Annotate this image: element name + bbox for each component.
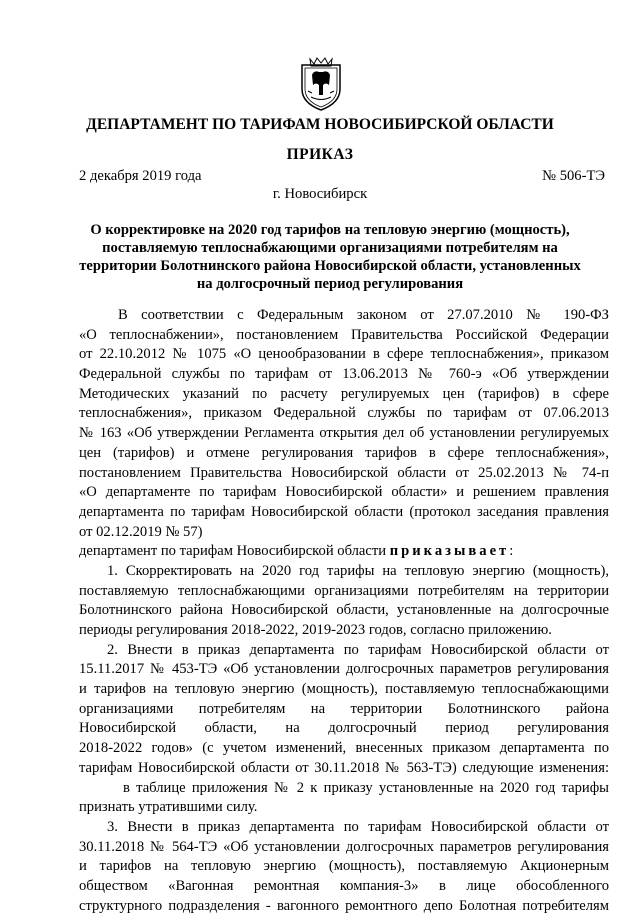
preamble-line: В соответствии с Федеральным законом от 27.07.2010 № 190-ФЗ [118,307,609,323]
item-2-line: 15.11.2017 № 453-ТЭ «Об установлении долгосрочных параметров регулирования [79,661,609,678]
preamble-line: «О теплоснабжении», постановлением Правительства Российской Федерации [79,326,609,343]
heading-line: О корректировке на 2020 год тарифов на тепловую энергию (мощность), [90,222,570,238]
preamble-line: департамента по тарифам Новосибирской области (протокол заседания правления [79,503,609,520]
item-2-line: и тарифов на тепловую энергию (мощность), поставляемую теплоснабжающими [79,681,609,698]
heading-line: на долгосрочный период регулирования [196,276,464,292]
order-date: 2 декабря 2019 года [79,168,202,184]
item-2-line: тарифам Новосибирской области от 30.11.2018 № 563-ТЭ) следующие изменения: [79,759,609,776]
item-2-line: 2018-2022 годов» (с учетом изменений, внесенных приказом департамента по [79,740,609,757]
preamble-line: от 22.10.2012 № 1075 «О ценообразовании в сфере теплоснабжения», приказом [79,346,609,363]
item-1-line: Болотнинского района Новосибирской области, установленные на долгосрочные [79,602,609,619]
decree-prefix: департамент по тарифам Новосибирской области [79,543,390,560]
item-1-line: 1. Скорректировать на 2020 год тарифы на тепловую энергию (мощность), [107,562,609,579]
order-body [79,306,609,916]
decree-emphasis: приказывает [389,543,510,560]
item-2-line: 2. Внести в приказ департамента по тарифам Новосибирской области от [107,641,609,658]
heading-line: поставляемую теплоснабжающими организациями потребителям на [102,240,558,256]
item-2-line: Новосибирской области, на долгосрочный период регулирования [79,720,609,737]
decree-suffix: : [509,543,514,560]
item-3-line: обществом «Вагонная ремонтная компания-3» в лице обособленного [79,877,609,894]
order-city: г. Новосибирск [272,186,368,202]
item-2-sub-line: признать утратившими силу. [79,799,258,816]
item-2-line: организациями потребителям на территории Болотнинского района [79,700,609,717]
item-1-line: периоды регулирования 2018-2022, 2019-2023 годов, согласно приложению. [79,622,552,638]
coat-of-arms-icon [298,55,344,113]
order-number: № 506-ТЭ [542,168,605,184]
item-3-line: структурного подразделения - вагонного ремонтного депо Болотная потребителям [79,897,609,914]
item-2-sub-line: в таблице приложения № 2 к приказу установленные на 2020 год тарифы [123,779,609,796]
preamble-line: теплоснабжения», приказом Федеральной службы по тарифам от 07.06.2013 [79,405,609,422]
item-3-line: 3. Внести в приказ департамента по тарифам Новосибирской области от [107,818,609,835]
preamble-line: Методических указаний по расчету регулируемых цен (тарифов) в сфере [79,385,609,402]
department-name: ДЕПАРТАМЕНТ ПО ТАРИФАМ НОВОСИБИРСКОЙ ОБЛАСТИ [86,116,554,133]
item-1-line: поставляемую теплоснабжающими организациями потребителям на территории [79,582,609,599]
preamble-line: Федеральной службы по тарифам от 13.06.2013 № 760-э «Об утверждении [79,366,609,383]
preamble-line: постановлением Правительства Новосибирской области от 25.02.2013 № 74-п [79,464,609,481]
order-title: ПРИКАЗ [286,146,354,163]
preamble-line: от 02.12.2019 № 57) [79,523,203,540]
heading-line: территории Болотнинского района Новосибирской области, установленных [79,258,581,274]
preamble-line: № 163 «Об утверждении Регламента открытия дел об установлении регулируемых [79,425,609,442]
item-3-line: 30.11.2018 № 564-ТЭ «Об установлении долгосрочных параметров регулирования [79,838,609,855]
order-heading [70,221,590,293]
decree-line [79,542,609,562]
preamble-line: «О департаменте по тарифам Новосибирской области» и решением правления [79,484,609,501]
preamble-line: цен (тарифов) и отмене регулирования тарифов в сфере теплоснабжения», [79,444,609,461]
item-3-line: и тарифов на тепловую энергию (мощность), поставляемую Акционерным [79,858,609,875]
